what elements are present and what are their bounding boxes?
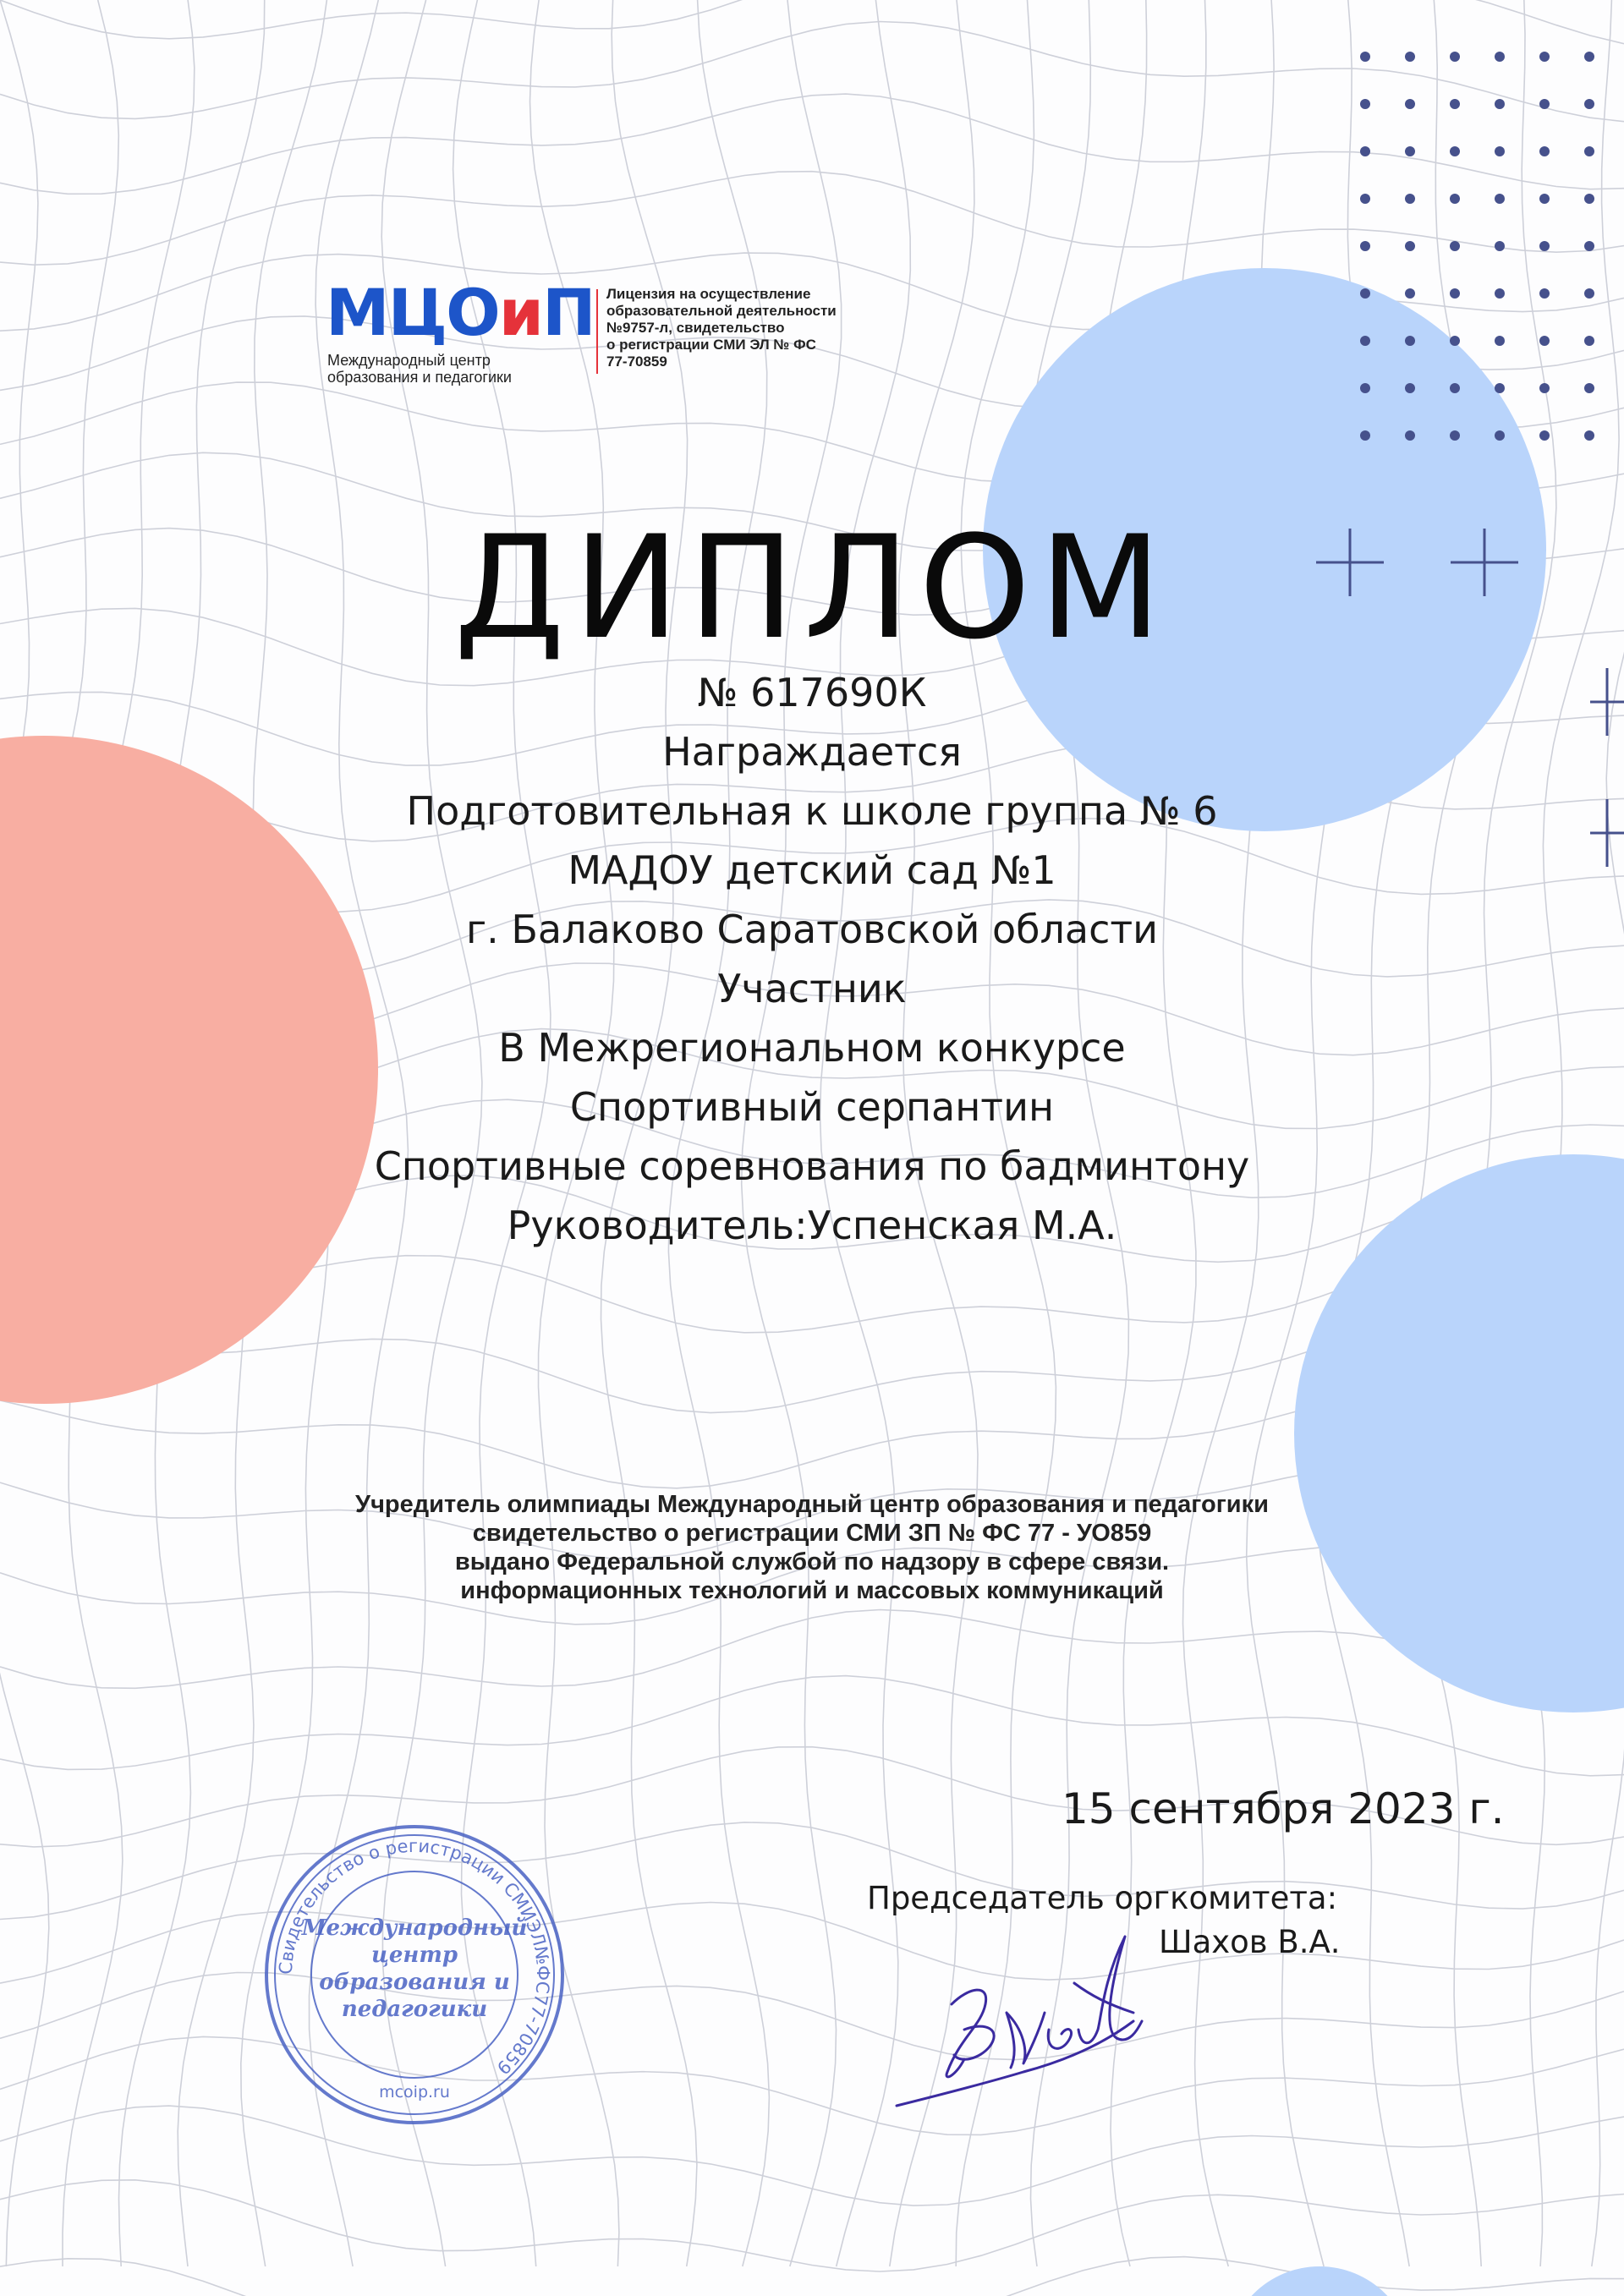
dot bbox=[1405, 146, 1415, 156]
chair-label: Председатель оргкомитета: bbox=[867, 1880, 1338, 1916]
dot bbox=[1405, 383, 1415, 393]
dot bbox=[1405, 241, 1415, 251]
issue-date: 15 сентября 2023 г. bbox=[1062, 1784, 1505, 1833]
dot bbox=[1495, 430, 1505, 441]
dot bbox=[1495, 52, 1505, 62]
dot bbox=[1405, 430, 1415, 441]
recipient-city: г. Балаково Саратовской области bbox=[465, 907, 1159, 952]
dot bbox=[1539, 52, 1550, 62]
dot bbox=[1450, 146, 1460, 156]
diploma-body bbox=[0, 663, 1624, 1255]
dot bbox=[1584, 336, 1594, 346]
dot bbox=[1539, 383, 1550, 393]
dot bbox=[1360, 52, 1370, 62]
contest-name: Спортивный серпантин bbox=[569, 1084, 1055, 1130]
dot bbox=[1584, 288, 1594, 299]
chair-name: Шахов В.А. bbox=[1159, 1924, 1341, 1960]
diploma-number: № 617690К bbox=[697, 670, 927, 715]
dot bbox=[1450, 241, 1460, 251]
awarded-label: Награждается bbox=[662, 729, 962, 775]
dot bbox=[1539, 146, 1550, 156]
dot bbox=[1495, 146, 1505, 156]
chair-signature bbox=[880, 1903, 1159, 2123]
wave-line bbox=[0, 172, 1624, 266]
dot bbox=[1360, 383, 1370, 393]
svg-text:Международный: Международный bbox=[301, 1915, 528, 1941]
svg-text:педагогики: педагогики bbox=[341, 1997, 488, 2022]
dot bbox=[1360, 288, 1370, 299]
dot bbox=[1495, 241, 1505, 251]
dot bbox=[1450, 336, 1460, 346]
founder-line: свидетельство о регистрации СМИ ЗП № ФС 77 - УО859 bbox=[472, 1520, 1152, 1547]
dot bbox=[1360, 194, 1370, 204]
dot bbox=[1584, 146, 1594, 156]
wave-line bbox=[0, 94, 1624, 194]
dot bbox=[1450, 99, 1460, 109]
logo-divider bbox=[596, 289, 598, 374]
recipient-group: Подготовительная к школе группа № 6 bbox=[406, 788, 1218, 834]
dot bbox=[1584, 430, 1594, 441]
founder-info bbox=[0, 1490, 1624, 1605]
recipient-institution: МАДОУ детский сад №1 bbox=[568, 847, 1056, 893]
svg-text:Свидетельство о регистрации СМ: Свидетельство о регистрации СМИЭЛ№ФС77-70859 bbox=[275, 1835, 554, 2079]
founder-line: информационных технологий и массовых коммуникаций bbox=[460, 1577, 1164, 1604]
wave-line bbox=[0, 1973, 1624, 2060]
dot bbox=[1539, 288, 1550, 299]
dot bbox=[1360, 241, 1370, 251]
founder-line: Учредитель олимпиады Международный центр образования и педагогики bbox=[355, 1491, 1269, 1518]
dot bbox=[1539, 430, 1550, 441]
dot bbox=[1450, 430, 1460, 441]
dot bbox=[1539, 99, 1550, 109]
dot bbox=[1405, 336, 1415, 346]
logo-wordmark: МЦОиП bbox=[326, 275, 595, 350]
wave-line bbox=[0, 1903, 1624, 1984]
blue-circle-bottom bbox=[1226, 2266, 1413, 2296]
svg-text:центр: центр bbox=[370, 1943, 458, 1968]
dot bbox=[1584, 99, 1594, 109]
dot bbox=[1360, 146, 1370, 156]
dot bbox=[1584, 194, 1594, 204]
nomination: Спортивные соревнования по бадминтону bbox=[374, 1143, 1250, 1189]
dot bbox=[1495, 383, 1505, 393]
dot bbox=[1450, 194, 1460, 204]
svg-text:образования и: образования и bbox=[319, 1970, 510, 1995]
license-text: Лицензия на осуществление образовательной деятельности №9757-л, свидетельство о регистрации СМИ ЭЛ № ФС 77-70859 bbox=[606, 286, 837, 370]
dot bbox=[1405, 52, 1415, 62]
dot bbox=[1360, 430, 1370, 441]
dot bbox=[1360, 336, 1370, 346]
dot bbox=[1405, 99, 1415, 109]
dot bbox=[1450, 383, 1460, 393]
dot bbox=[1495, 288, 1505, 299]
founder-line: выдано Федеральной службой по надзору в сфере связи. bbox=[454, 1548, 1170, 1575]
svg-text:mcoip.ru: mcoip.ru bbox=[379, 2083, 450, 2101]
dot bbox=[1539, 336, 1550, 346]
contest-type: В Межрегиональном конкурсе bbox=[498, 1025, 1126, 1071]
supervisor: Руководитель:Успенская М.А. bbox=[507, 1203, 1117, 1248]
wave-line bbox=[0, 2180, 1624, 2271]
dot bbox=[1584, 52, 1594, 62]
dot bbox=[1539, 241, 1550, 251]
logo bbox=[326, 275, 884, 389]
official-stamp bbox=[258, 1818, 571, 2131]
dot bbox=[1405, 194, 1415, 204]
dot bbox=[1495, 336, 1505, 346]
dot bbox=[1584, 383, 1594, 393]
dot bbox=[1405, 288, 1415, 299]
diploma-title: ДИПЛОМ bbox=[453, 505, 1171, 671]
dot bbox=[1495, 194, 1505, 204]
dot bbox=[1450, 52, 1460, 62]
dot bbox=[1360, 99, 1370, 109]
dot bbox=[1539, 194, 1550, 204]
wave-line bbox=[0, 0, 1624, 44]
logo-subtitle: Международный центр образования и педагогики bbox=[327, 352, 512, 386]
dot bbox=[1584, 241, 1594, 251]
award-status: Участник bbox=[717, 966, 907, 1011]
wave-line bbox=[0, 22, 1624, 122]
dot bbox=[1495, 99, 1505, 109]
dot bbox=[1450, 288, 1460, 299]
wave-line bbox=[0, 1676, 1624, 1776]
